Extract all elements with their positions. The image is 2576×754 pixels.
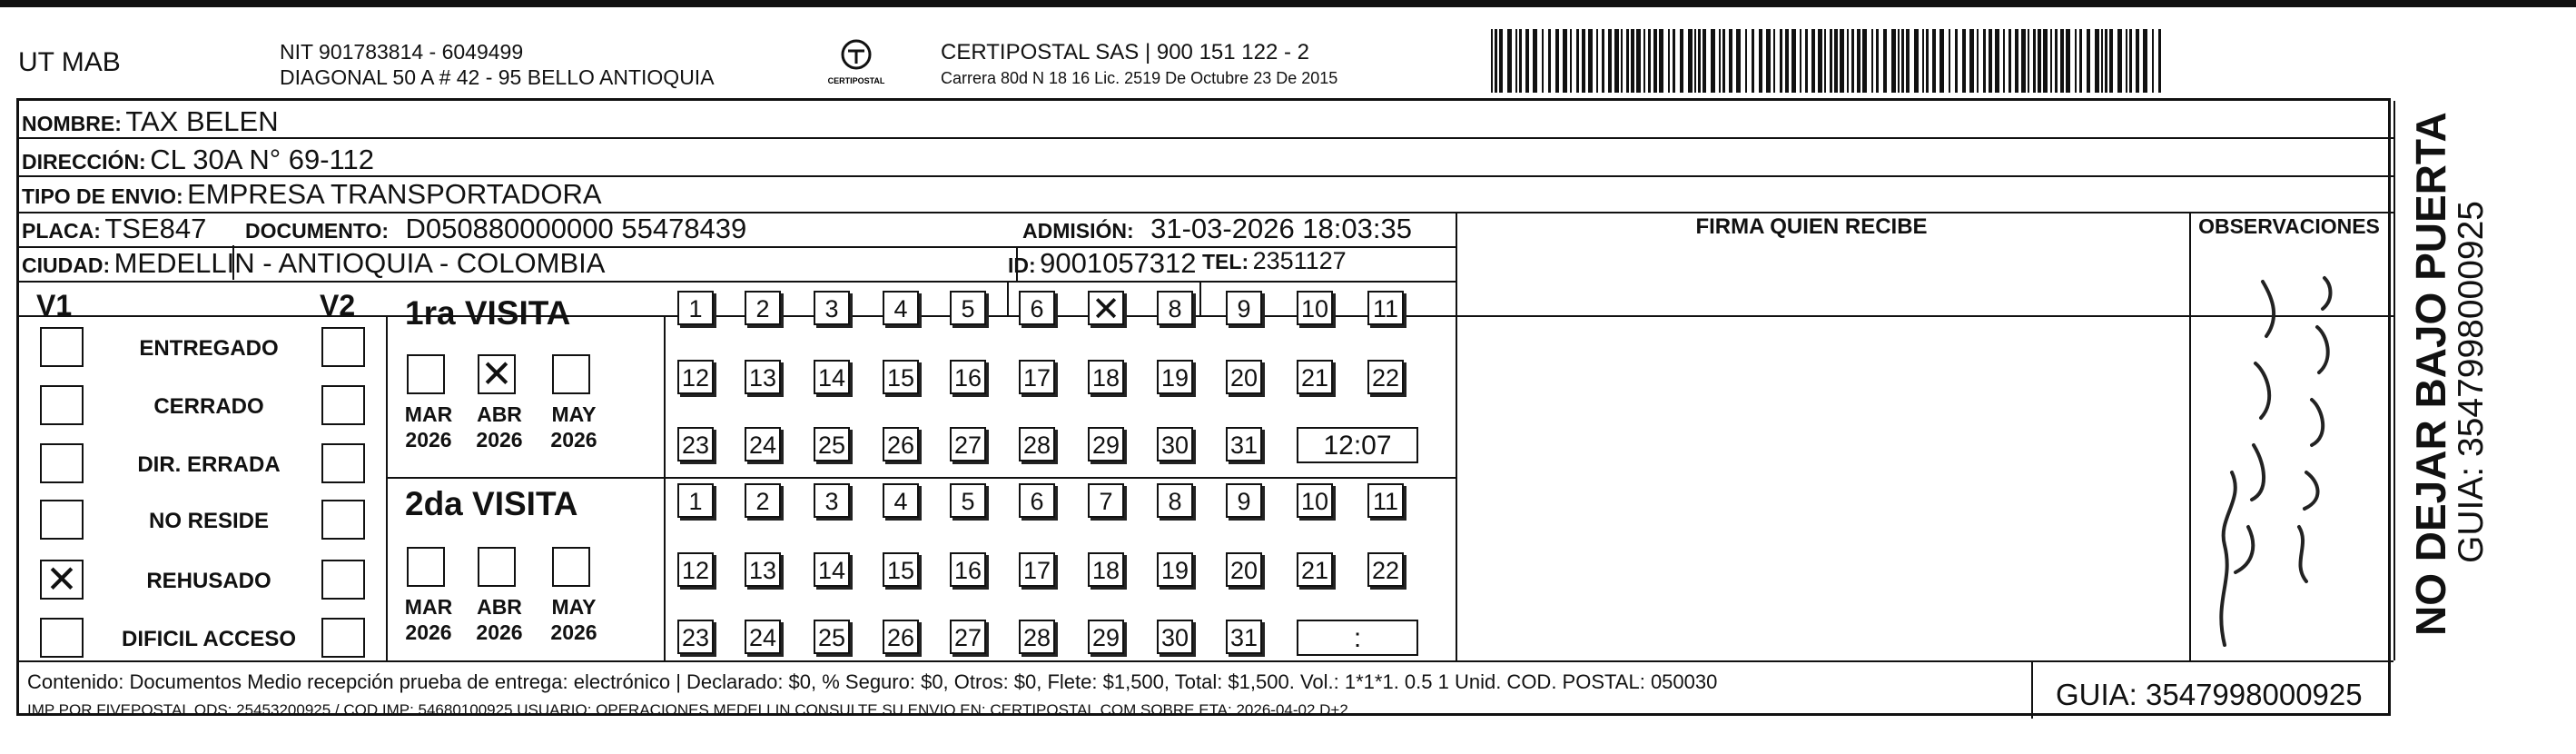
day-box[interactable]: 16 <box>950 360 986 394</box>
day-box[interactable]: 3 <box>814 291 850 325</box>
observations-label: OBSERVACIONES <box>2198 214 2380 238</box>
day-box[interactable]: 29 <box>1088 620 1124 654</box>
day-box[interactable]: 26 <box>883 620 919 654</box>
tel-label: TEL: <box>1202 250 1249 273</box>
month-year: 2026 <box>476 620 523 644</box>
v2-checkbox[interactable] <box>321 443 365 483</box>
month-label <box>401 594 456 645</box>
check-x-mark: ✕ <box>480 352 513 396</box>
v2-checkbox[interactable] <box>321 327 365 367</box>
v1-label: V1 <box>36 289 73 322</box>
visit2-title: 2da VISITA <box>405 485 578 522</box>
day-box[interactable]: 18 <box>1088 552 1124 587</box>
v2-checkbox[interactable] <box>321 385 365 425</box>
status-option-label: REHUSADO <box>146 569 271 593</box>
day-box[interactable]: 25 <box>814 620 850 654</box>
status-option-label: NO RESIDE <box>148 509 270 533</box>
day-box[interactable]: 22 <box>1367 360 1404 394</box>
day-box[interactable]: 28 <box>1019 427 1055 461</box>
status-option-label: ENTREGADO <box>139 336 279 361</box>
status-option-label: DIFICIL ACCESO <box>121 627 296 651</box>
name-label: NOMBRE: <box>22 112 122 135</box>
day-box[interactable]: 17 <box>1019 552 1055 587</box>
day-box[interactable]: 27 <box>950 427 986 461</box>
v1-checkbox[interactable] <box>40 327 84 367</box>
day-box[interactable]: 19 <box>1157 360 1193 394</box>
day-box[interactable]: 15 <box>883 360 919 394</box>
month-name: MAR <box>404 402 453 426</box>
day-box[interactable]: 17 <box>1019 360 1055 394</box>
type-label: TIPO DE ENVIO: <box>22 184 183 208</box>
name-value: TAX BELEN <box>125 105 279 137</box>
time-box[interactable]: 12:07 <box>1297 427 1418 463</box>
top-border-band <box>0 0 2576 7</box>
month-label <box>472 594 527 645</box>
month-year: 2026 <box>550 428 597 451</box>
time-box[interactable]: : <box>1297 620 1418 656</box>
v1-checkbox[interactable] <box>40 500 84 540</box>
barcode <box>1491 29 2172 93</box>
signature-label: FIRMA QUIEN RECIBE <box>1695 214 1928 239</box>
carrier-license: Carrera 80d N 18 16 Lic. 2519 De Octubre 23 De 2015 <box>941 69 1338 87</box>
day-box[interactable]: 10 <box>1297 483 1333 518</box>
v1-checkbox[interactable] <box>40 385 84 425</box>
month-year: 2026 <box>405 428 452 451</box>
day-box[interactable]: 10 <box>1297 291 1333 325</box>
address-row <box>22 144 374 176</box>
day-box[interactable]: 4 <box>883 291 919 325</box>
v1-checkbox[interactable] <box>40 618 84 658</box>
certipostal-logo <box>815 38 897 89</box>
address-value: CL 30A N° 69-112 <box>150 144 374 175</box>
day-box[interactable]: 20 <box>1226 552 1262 587</box>
month-year: 2026 <box>405 620 452 644</box>
status-option-label: DIR. ERRADA <box>137 452 281 477</box>
month-name: MAY <box>551 595 597 619</box>
day-box[interactable]: 12 <box>677 360 714 394</box>
admission-row <box>1022 213 1412 245</box>
month-name: ABR <box>477 595 522 619</box>
day-box[interactable]: 26 <box>883 427 919 461</box>
day-box[interactable]: 8 <box>1157 291 1193 325</box>
month-checkbox[interactable] <box>407 547 445 587</box>
day-box[interactable]: 2 <box>745 483 781 518</box>
month-checkbox[interactable] <box>478 547 516 587</box>
day-box[interactable]: 13 <box>745 360 781 394</box>
status-option-label: CERRADO <box>153 394 264 419</box>
month-name: ABR <box>477 402 522 426</box>
document-row <box>245 213 746 245</box>
day-box[interactable]: 4 <box>883 483 919 518</box>
name-row <box>22 105 279 138</box>
day-box[interactable]: 1 <box>677 483 714 518</box>
month-checkbox[interactable] <box>478 354 516 394</box>
day-box[interactable]: 6 <box>1019 483 1055 518</box>
visit1-title: 1ra VISITA <box>405 294 571 332</box>
v2-checkbox[interactable] <box>321 500 365 540</box>
carrier-name: CERTIPOSTAL SAS | 900 151 122 - 2 <box>941 40 1309 64</box>
day-box[interactable]: 14 <box>814 360 850 394</box>
side-guia: GUIA: 3547998000925 <box>2452 201 2491 563</box>
footer-print-info: IMP POR FIVEPOSTAL ODS: 25453200925 / COD.IMP: 54680100925 USUARIO: OPERACIONES MEDELLIN CONSULTE SU ENVIO EN: CERTIPOSTAL.COM SOBRE ETA: 2026-04-02 D+2 <box>27 701 1348 719</box>
day-box[interactable]: 14 <box>814 552 850 587</box>
handwritten-observations <box>2197 273 2370 654</box>
month-label <box>472 402 527 452</box>
v2-label: V2 <box>320 289 356 322</box>
id-value: 9001057312 <box>1040 247 1197 279</box>
id-label: ID: <box>1008 253 1036 277</box>
month-name: MAR <box>404 595 453 619</box>
plate-row <box>22 213 206 245</box>
day-box[interactable]: 30 <box>1157 620 1193 654</box>
day-box[interactable]: 28 <box>1019 620 1055 654</box>
month-checkbox[interactable] <box>407 354 445 394</box>
month-checkbox[interactable] <box>552 547 590 587</box>
tel-row <box>1202 247 1347 275</box>
day-box[interactable]: 9 <box>1226 483 1262 518</box>
day-box[interactable]: 15 <box>883 552 919 587</box>
day-box[interactable]: 11 <box>1367 483 1404 518</box>
plate-label: PLACA: <box>22 219 101 243</box>
v1-checkbox[interactable] <box>40 557 84 601</box>
day-box[interactable]: 18 <box>1088 360 1124 394</box>
day-box[interactable]: 1 <box>677 291 714 325</box>
day-box[interactable]: 8 <box>1157 483 1193 518</box>
city-label: CIUDAD: <box>22 253 111 277</box>
company-address: DIAGONAL 50 A # 42 - 95 BELLO ANTIOQUIA <box>280 65 715 89</box>
day-box[interactable]: 12 <box>677 552 714 587</box>
type-value: EMPRESA TRANSPORTADORA <box>187 178 602 210</box>
city-value: MEDELLIN - ANTIOQUIA - COLOMBIA <box>114 247 606 279</box>
company-nit: NIT 901783814 - 6049499 <box>280 40 524 64</box>
month-label <box>401 402 456 452</box>
day-box[interactable]: 3 <box>814 483 850 518</box>
day-box[interactable]: 31 <box>1226 427 1262 461</box>
day-box[interactable]: 7 <box>1088 483 1124 518</box>
check-x-mark: ✕ <box>45 557 78 601</box>
day-box[interactable]: 22 <box>1367 552 1404 587</box>
month-year: 2026 <box>476 428 523 451</box>
v2-checkbox[interactable] <box>321 618 365 658</box>
month-checkbox[interactable] <box>552 354 590 394</box>
plate-value: TSE847 <box>104 213 207 244</box>
company-name: UT MAB <box>18 47 121 77</box>
document-value: D050880000000 55478439 <box>405 213 747 244</box>
check-x-mark: ✕ <box>1091 289 1120 329</box>
month-label <box>547 594 601 645</box>
city-row <box>22 247 605 280</box>
day-box[interactable]: 27 <box>950 620 986 654</box>
day-box[interactable] <box>1088 289 1124 329</box>
day-box[interactable]: 24 <box>745 427 781 461</box>
logo-text: CERTIPOSTAL <box>827 76 885 85</box>
type-row <box>22 178 602 211</box>
day-box[interactable]: 30 <box>1157 427 1193 461</box>
footer-contents: Contenido: Documentos Medio recepción prueba de entrega: electrónico | Declarado: $0, % Seguro: $0, Otros: $0, Flete: $1,500, Total: $1,500. Vol.: 1*1*1. 0.5 1 Unid. COD. POSTAL: 050030 <box>27 670 1718 693</box>
month-year: 2026 <box>550 620 597 644</box>
day-box[interactable]: 9 <box>1226 291 1262 325</box>
side-warning: NO DEJAR BAJO PUERTA <box>2407 112 2454 636</box>
admission-label: ADMISIÓN: <box>1022 219 1134 243</box>
day-box[interactable]: 29 <box>1088 427 1124 461</box>
day-box[interactable]: 20 <box>1226 360 1262 394</box>
id-row <box>1008 247 1197 280</box>
day-box[interactable]: 21 <box>1297 552 1333 587</box>
footer-guia: GUIA: 3547998000925 <box>2056 678 2363 711</box>
day-box[interactable]: 25 <box>814 427 850 461</box>
day-box[interactable]: 16 <box>950 552 986 587</box>
v2-checkbox[interactable] <box>321 560 365 600</box>
admission-value: 31-03-2026 18:03:35 <box>1150 213 1412 244</box>
v1-checkbox[interactable] <box>40 443 84 483</box>
day-box[interactable]: 6 <box>1019 291 1055 325</box>
day-box[interactable]: 23 <box>677 427 714 461</box>
day-box[interactable]: 24 <box>745 620 781 654</box>
tel-value: 2351127 <box>1252 247 1347 274</box>
day-box[interactable]: 13 <box>745 552 781 587</box>
day-box[interactable]: 21 <box>1297 360 1333 394</box>
day-box[interactable]: 31 <box>1226 620 1262 654</box>
day-box[interactable]: 19 <box>1157 552 1193 587</box>
day-box[interactable]: 2 <box>745 291 781 325</box>
address-label: DIRECCIÓN: <box>22 150 146 174</box>
day-box[interactable]: 11 <box>1367 291 1404 325</box>
month-name: MAY <box>551 402 597 426</box>
month-label <box>547 402 601 452</box>
day-box[interactable]: 23 <box>677 620 714 654</box>
day-box[interactable]: 5 <box>950 483 986 518</box>
day-box[interactable]: 5 <box>950 291 986 325</box>
document-label: DOCUMENTO: <box>245 219 390 243</box>
